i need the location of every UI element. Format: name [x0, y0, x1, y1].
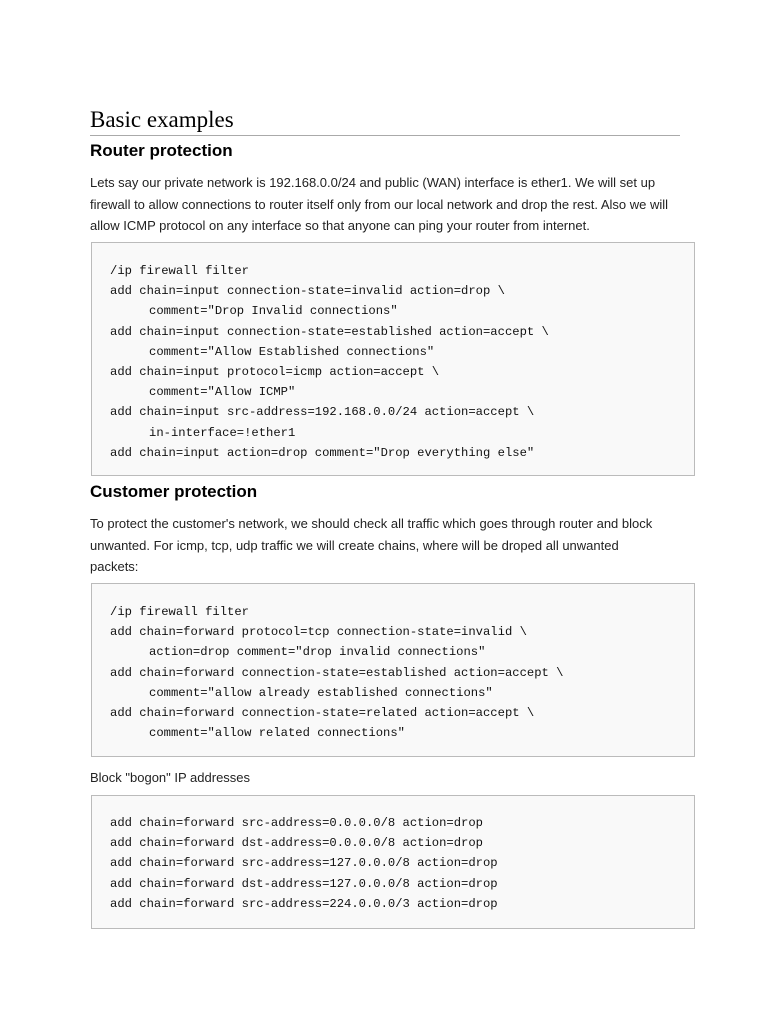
- code-line: add chain=input connection-state=established action=accept \: [110, 324, 549, 339]
- section-title-customer-protection: Customer protection: [90, 482, 258, 501]
- code-line: comment="Allow Established connections": [149, 344, 435, 359]
- paragraph-line: To protect the customer's network, we should check all traffic which goes through router and block: [90, 516, 653, 531]
- code-line: add chain=forward dst-address=0.0.0.0/8 action=drop: [110, 836, 483, 851]
- paragraph-line: allow ICMP protocol on any interface so that anyone can ping your router from internet.: [90, 218, 590, 234]
- section-title-router-protection: Router protection: [90, 141, 233, 160]
- page-heading: Basic examples: [90, 106, 680, 136]
- code-line: add chain=input protocol=icmp action=accept \: [110, 364, 440, 379]
- code-line: in-interface=!ether1: [149, 425, 296, 440]
- bogon-label: Block "bogon" IP addresses: [90, 770, 251, 785]
- code-line: add chain=input src-address=192.168.0.0/24 action=accept \: [110, 405, 535, 420]
- router-protection-code-block: [91, 242, 695, 476]
- paragraph-line: firewall to allow connections to router itself only from our local network and drop the rest. Also we will: [90, 196, 669, 212]
- code-line: comment="allow related connections": [149, 726, 405, 741]
- code-line: add chain=input action=drop comment="Drop everything else": [110, 445, 535, 460]
- code-line: add chain=forward src-address=127.0.0.0/8 action=drop: [110, 856, 498, 871]
- code-line: add chain=forward connection-state=established action=accept \: [110, 665, 564, 680]
- code-line: add chain=input connection-state=invalid action=drop \: [110, 284, 505, 299]
- code-line: add chain=forward connection-state=related action=accept \: [110, 705, 535, 720]
- code-line: add chain=forward src-address=0.0.0.0/8 action=drop: [110, 816, 483, 830]
- bogon-code-block: [91, 795, 695, 929]
- code-line: add chain=forward dst-address=127.0.0.0/8 action=drop: [110, 876, 498, 891]
- code-line: comment="Allow ICMP": [149, 385, 296, 400]
- code-line: comment="allow already established connections": [149, 685, 493, 700]
- router-protection-paragraph: [90, 172, 690, 237]
- paragraph-line: Lets say our private network is 192.168.0.0/24 and public (WAN) interface is ether1. We will set up: [90, 175, 656, 190]
- customer-protection-paragraph: [90, 513, 690, 578]
- customer-protection-code-block: [91, 583, 695, 757]
- paragraph-line: packets:: [90, 559, 139, 575]
- code-line: add chain=forward protocol=tcp connection-state=invalid \: [110, 625, 527, 640]
- code-line: action=drop comment="drop invalid connections": [149, 645, 486, 660]
- code-line: /ip firewall filter: [110, 264, 249, 278]
- code-line: add chain=forward src-address=224.0.0.0/3 action=drop: [110, 896, 498, 911]
- code-line: /ip firewall filter: [110, 605, 249, 619]
- paragraph-line: unwanted. For icmp, tcp, udp traffic we will create chains, where will be droped all unwanted: [90, 537, 619, 553]
- code-line: comment="Drop Invalid connections": [149, 304, 398, 319]
